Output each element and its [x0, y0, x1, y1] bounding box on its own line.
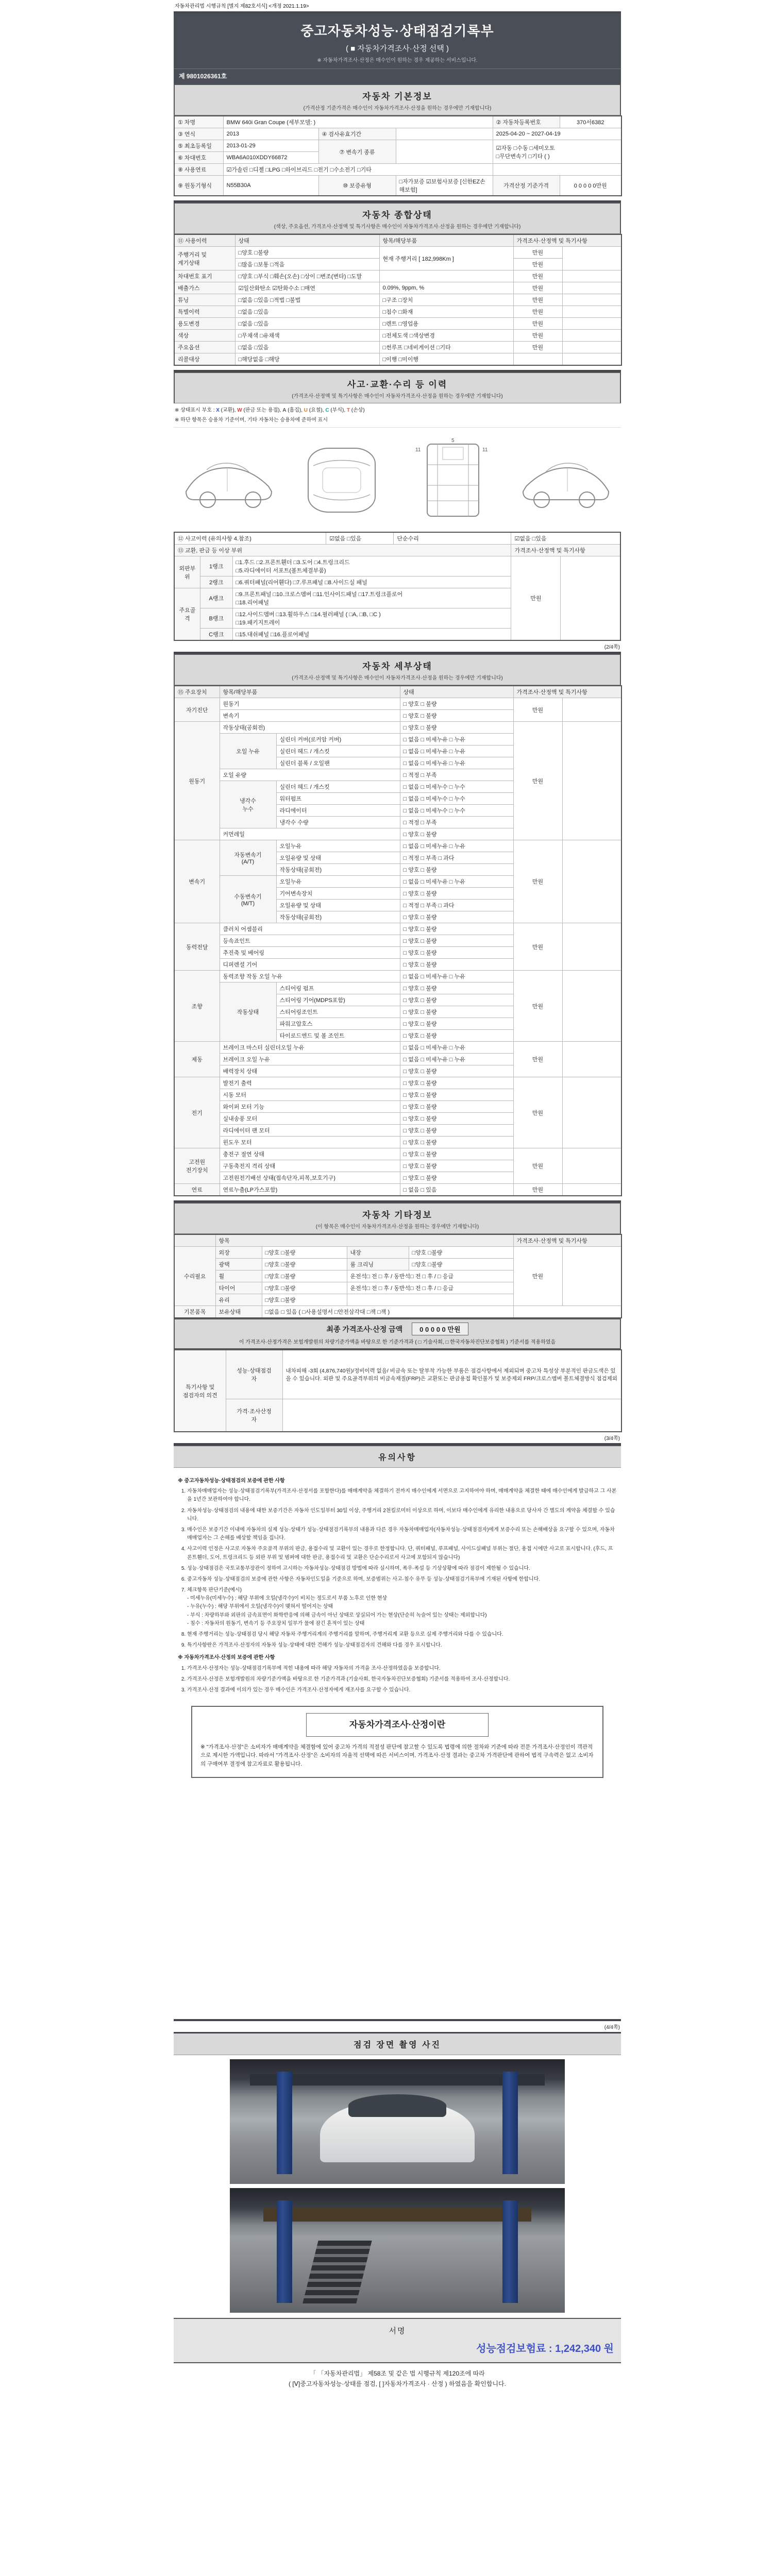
page-marker: (2/4쪽) [604, 645, 620, 650]
rank-label: B랭크 [200, 608, 232, 629]
emission-values: 0.09%, 9ppm, % [379, 282, 513, 294]
price-cell: 만원 [513, 342, 562, 353]
checkbox-group[interactable]: □ 없음 □ 미세누유 □ 누유 [400, 876, 513, 888]
col-item-part: 항목/해당부품 [220, 686, 400, 698]
checkbox-group[interactable]: □없음 □있음 [235, 306, 379, 318]
checkbox-group[interactable]: □양호 □불량 [409, 1247, 513, 1259]
checkbox-group[interactable]: □ 양호 □ 불량 [400, 1148, 513, 1160]
checkbox-group[interactable]: □ 양호 □ 불량 [400, 888, 513, 900]
checkbox-group[interactable]: □ 양호 □ 불량 [400, 982, 513, 994]
overall-state-title: 자동차 종합상태 [362, 210, 432, 220]
etc-info-subtitle: (이 항목은 매수인이 자동차가격조사·산정을 원하는 경우에만 기재합니다) [315, 1224, 479, 1230]
fuel-checkbox-group[interactable]: ☑가솔린 □디젤 □LPG □하이브리드 □전기 □수소전기 □기타 [223, 164, 493, 176]
outer-panel-label: 외판부위 [174, 556, 200, 588]
inspector-opinion-text: 내차피해 -3회 (4,876,740원)/정비이력 없음/ 비금속 또는 탈부착 가능한 부품은 점검사항에서 제외되며 중고차 특성상 부분적인 판금도색은 있을 수 있습니다. 외판 및 주요골격부위의 비금속재질(FRP)은 교환또는 판금용접 확인불가 및 보증제외 FRP/크로스멤버 볼트체결방식 점검제외 [282, 1350, 621, 1399]
price-cell: 만원 [513, 1184, 562, 1196]
checkbox-group[interactable]: □양호 □불량 [262, 1282, 347, 1294]
page-marker: (4/4쪽) [604, 2025, 620, 2030]
inspect-label: ④ 검사유효기간 [318, 128, 396, 140]
signature-band [174, 2318, 621, 2363]
symbol-u: U [304, 408, 308, 413]
checkbox-group[interactable]: □ 양호 □ 불량 [400, 1018, 513, 1030]
final-price-band [174, 1318, 621, 1349]
rankB-checkbox-group[interactable]: □12.사이드멤버 □13.휠하우스 □14.필러패널 ( □A, □B, □C ) □19.패키지트레이 [232, 608, 511, 629]
wheel-position-checkbox-group[interactable]: 운전석□ 전 □ 후 / 동반석□ 전 □ 후 / □ 응급 [347, 1270, 513, 1282]
document-number: 제 9801026361호 [174, 69, 621, 84]
accident-history-label: ⑫ 사고이력 (유의사항 4.참조) [174, 532, 326, 545]
appraiser-opinion-text [282, 1399, 621, 1432]
opinion-label: 특기사항 및 점검자의 의견 [174, 1350, 226, 1432]
price-cell: 만원 [513, 1042, 562, 1077]
checkbox-group[interactable]: □ 없음 □ 있음 [400, 1184, 513, 1196]
svg-text:11: 11 [482, 447, 488, 453]
transmission-checkbox-group[interactable]: ☑자동 □수동 □세미오토 □무단변속기 □기타 ( ) [493, 140, 621, 164]
reg-no-value: 370서6382 [560, 116, 621, 128]
engine-type-label: ⑨ 원동기형식 [174, 176, 223, 196]
svg-text:11: 11 [415, 447, 421, 453]
symbol-x: X [216, 408, 220, 413]
mileage-amount-checkbox-group[interactable]: □많음 □보통 □적음 [235, 259, 379, 270]
notice-item: 1. 자동차매매업자는 성능·상태점검기록부(가격조사·산정서를 포함한다)를 매매계약을 체결하기 전까지 매수인에게 서면으로 고지하여야 하며, 매매계약을 체결한 때에 매수인에게 발급하고 그 사본을 1년간 보관하여야 합니다. [187, 1487, 617, 1504]
checkbox-group[interactable]: □ 적정 □ 부족 □ 과다 [400, 900, 513, 911]
overall-state-header [174, 202, 621, 234]
basic-items-label: 기본품목 [174, 1306, 215, 1318]
checkbox-group[interactable]: □무채색 □유채색 [235, 330, 379, 342]
checkbox-group[interactable]: □ 양호 □ 불량 [400, 722, 513, 734]
checkbox-group[interactable]: □ 없음 □ 미세누유 □ 누유 [400, 1042, 513, 1054]
accident-history-title: 사고·교환·수리 등 이력 [347, 380, 448, 389]
checkbox-group[interactable]: □렌트 □영업용 [379, 318, 513, 330]
checkbox-group[interactable]: □ 양호 □ 불량 [400, 1077, 513, 1089]
price-cell: 만원 [513, 923, 562, 971]
rank1-checkbox-group[interactable]: □1.후드 □2.프론트휀더 □3.도어 □4.트렁크리드 □5.라디에이터 서포트(볼트체결부품) [232, 556, 511, 577]
detail-state-header [174, 654, 621, 685]
rankA-checkbox-group[interactable]: □9.프론트패널 □10.크로스멤버 □11.인사이드패널 □17.트렁크플로어 □18.리어패널 [232, 588, 511, 608]
row-label: 주요옵션 [174, 342, 235, 353]
price-cell: 만원 [511, 556, 561, 641]
symbol-w: W [237, 408, 242, 413]
checkbox-group[interactable]: □양호 □부식 □훼손(오손) □상이 □변조(변타) □도말 [235, 270, 379, 282]
rank-label: A랭크 [200, 588, 232, 608]
car-top-view-diagram [293, 434, 391, 527]
basic-info-subtitle: (가격산정 기준가격은 매수인이 자동차가격조사·산정을 원하는 경우에만 기재합니다) [303, 106, 492, 111]
footer-line1: 「 「자동차관리법」 제58조 및 같은 법 시행규칙 제120조에 따라 [310, 2370, 485, 2377]
repair-needed-label: 수리필요 [174, 1247, 215, 1306]
group-label: 조향 [174, 971, 220, 1042]
price-cell: 만원 [513, 282, 562, 294]
base-price-label: 가격산정 기준가격 [493, 176, 560, 196]
exchange-panel-label: ⑬ 교환, 판금 등 이상 부위 [174, 545, 511, 556]
price-cell: 만원 [513, 971, 562, 1042]
checkbox-group[interactable]: □침수 □화재 [379, 306, 513, 318]
group-label: 자기진단 [174, 698, 220, 722]
rank-label: 1랭크 [200, 556, 232, 577]
price-cell: 만원 [513, 294, 562, 306]
price-note-header: 가격조사·산정액 및 특기사항 [511, 545, 620, 556]
accident-history-subtitle: (가격조사·산정액 및 특기사항은 매수인이 자동차가격조사·산정을 원하는 경우에만 기재합니다) [292, 394, 503, 399]
price-cell: 만원 [513, 1077, 562, 1148]
checkbox-group[interactable]: □ 양호 □ 불량 [400, 1160, 513, 1172]
final-price-label: 최종 가격조사·산정 금액 [326, 1325, 403, 1333]
checkbox-group[interactable]: □ 적정 □ 부족 □ 과다 [400, 852, 513, 864]
price-cell: 만원 [513, 318, 562, 330]
lift-post-right [502, 2072, 518, 2174]
basic-items-checkbox-group[interactable]: □없음 □ 있음 ( □사용설명서 □안전삼각대 □잭 □잭 ) [262, 1306, 513, 1318]
col-item-part: 항목/해당부품 [379, 234, 513, 247]
inspect-value: 2025-04-20 ~ 2027-04-19 [493, 128, 621, 140]
row-label: 튜닝 [174, 294, 235, 306]
col-price-note: 가격조사·산정액 및 특기사항 [513, 686, 621, 698]
notice-item: 4. 사고이력 인정은 사고로 자동차 주요골격 부위의 판금, 용접수리 및 교환이 있는 경우로 한정합니다. 단, 쿼터패널, 루프패널, 사이드실패널 부위는 절단, 용접 시에만 사고로 표시합니다. (후드, 프론트휀더, 도어, 트렁크리드 등 외판 부위 및 범퍼에 대한 판금, 용접수리 및 교환은 단순수리로서 사고에 포함되지 않습니다) [187, 1545, 617, 1562]
inspector-opinion-table [174, 1349, 622, 1432]
rank-label: 2랭크 [200, 577, 232, 588]
price-cell: 만원 [513, 840, 562, 923]
hold-state-label: 보유상태 [215, 1306, 262, 1318]
checkbox-group[interactable]: □ 양호 □ 불량 [400, 864, 513, 876]
price-cell: 만원 [513, 247, 562, 259]
checkbox-group[interactable]: □ 양호 □ 불량 [400, 828, 513, 840]
row-label: 특별이력 [174, 306, 235, 318]
accident-history-table [174, 532, 621, 641]
page-title: 중고자동차성능·상태점검기록부 [300, 23, 494, 39]
row-label: 차대번호 표기 [174, 270, 235, 282]
checkbox-group[interactable]: □양호 □불량 [262, 1294, 347, 1306]
notice-header: 유의사항 [174, 1445, 621, 1468]
checkbox-group[interactable]: □양호 □불량 [409, 1259, 513, 1270]
detail-state-subtitle: (가격조사·산정액 및 특기사항은 매수인이 자동차가격조사·산정을 원하는 경우에만 기재합니다) [292, 675, 503, 681]
checkbox-group[interactable]: □ 양호 □ 불량 [400, 947, 513, 959]
checkbox-group[interactable]: □ 없음 □ 미세누유 □ 누유 [400, 745, 513, 757]
checkbox-group[interactable]: □ 양호 □ 불량 [400, 1089, 513, 1101]
etc-info-table: 항목 가격조사·산정액 및 특기사항 수리필요 외장 □양호 □불량 내장 □양호 □불량 만원 광택 □양호 □불량 룸 크리닝 □양호 □불량 휠 □양호 □불량 운전석□ 전 □ 후 / 동반석□ 전 □ 후 / □ 응급 타이어 □양호 □불량 운전석□ 전 □ 후 / 동반석□ 전 □ 후 / □ 응급 유리 □양호 □불량 기본품목 보유상태 □없음 □ 있음 ( □사용설명서 □안전삼각대 □잭 □잭 ) [174, 1234, 622, 1318]
basic-info-table [174, 115, 622, 196]
mileage-label: 주행거리 및 계기상태 [174, 247, 235, 270]
price-cell: 만원 [513, 330, 562, 342]
warranty-checkbox-group[interactable]: □자가보증 ☑보험사보증 [신한EZ손해보험] [396, 176, 493, 196]
year-value: 2013 [223, 128, 318, 140]
checkbox-group[interactable]: □양호 □불량 [262, 1270, 347, 1282]
row-label: 배출가스 [174, 282, 235, 294]
etc-info-header [174, 1202, 621, 1234]
row-label: 용도변경 [174, 318, 235, 330]
checkbox-group[interactable]: □ 적정 □ 부족 [400, 817, 513, 828]
price-survey-definition-title: 자동차가격조사·산정이란 [306, 1713, 488, 1737]
notice-body [174, 1468, 621, 2019]
overall-state-table [174, 234, 622, 366]
checkbox-group[interactable]: □ 없음 □ 미세누수 □ 누수 [400, 781, 513, 793]
checkbox-group[interactable]: □ 없음 □ 미세누유 □ 누유 [400, 757, 513, 769]
symbol-a: A [282, 408, 287, 413]
notice-item: 3. 매수인은 보증기간 이내에 자동차의 실제 성능·상태가 성능·상태점검기록부의 내용과 다른 경우 자동차매매업자(자동차성능·상태점검자)에게 보증수리 또는 손해배상을 요구할 수 있으며, 자동차매매업자는 그 손해를 배상할 책임을 집니다. [187, 1526, 617, 1543]
checkbox-group[interactable]: □없음 □있음 [235, 318, 379, 330]
lift-post-right [502, 2200, 518, 2302]
subgroup-label: 오일 누유 [220, 734, 276, 769]
form-regulation-note: 자동차관리법 시행규칙 [별지 제82호서식] <개정 2021.1.19> [175, 4, 309, 9]
warranty-label: ⑩ 보증유형 [318, 176, 396, 196]
notice-item: 8. 현재 주행거리는 성능·상태점검 당시 해당 자동차 주행거리계의 주행거리를 말하며, 주행거리계 교환 등으로 실제 주행거리와 다를 수 있습니다. [187, 1631, 617, 1639]
lift-crossbeam [263, 2208, 531, 2222]
checkbox-group[interactable]: □ 양호 □ 불량 [400, 1006, 513, 1018]
final-price-note: 이 가격조사·산정가격은 보험개발원의 차량기준가액을 바탕으로 한 기준가격과 ( □ 기술사회, □ 한국자동차진단보증협회 ) 기준서를 적용하였음 [239, 1340, 556, 1345]
checkbox-group[interactable]: □ 양호 □ 불량 [400, 1172, 513, 1184]
inspection-photos-header: 점검 장면 촬영 사진 [174, 2032, 621, 2055]
confirmation-footer [174, 2363, 621, 2394]
checkbox-group[interactable]: □ 없음 □ 미세누수 □ 누수 [400, 793, 513, 805]
svg-text:5: 5 [451, 438, 455, 444]
notice-item: 6. 중고자동차 성능·상태점검의 보증에 관한 사항은 자동차인도일을 기준으로 하며, 보증범위는 사고·침수 유무 등 성능·상태점검기록부에 기재된 사항에 한합니다. [187, 1575, 617, 1584]
accident-history-header [174, 372, 621, 403]
group-label: 동력전달 [174, 923, 220, 971]
checkbox-group[interactable]: □썬루프 □네비게이션 □기타 [379, 342, 513, 353]
checkbox-group[interactable]: □ 없음 □ 미세누유 □ 누유 [400, 840, 513, 852]
lift-post-left [277, 2200, 292, 2302]
col-main-device: ⑮ 주요장치 [174, 686, 220, 698]
page-marker: (3/4쪽) [604, 1436, 620, 1442]
checkbox-group[interactable]: □ 양호 □ 불량 [400, 1113, 513, 1125]
symbol-t: T [346, 408, 350, 413]
accident-history-checkbox-group[interactable]: ☑없음 □있음 [326, 532, 394, 545]
car-underbody-diagram [404, 434, 502, 527]
car-side-view-left-diagram [176, 434, 279, 527]
footer-line2: ( [Ⅴ]중고자동차성능·상태를 점검, [ ]자동차가격조사 · 산정 ) 하였음을 확인합니다. [289, 2380, 506, 2388]
price-cell: 만원 [513, 1247, 562, 1306]
checkbox-group[interactable]: □구조 □장치 [379, 294, 513, 306]
row-label: 색상 [174, 330, 235, 342]
col-use-history: ⑪ 사용이력 [174, 234, 235, 247]
checkbox-group[interactable]: □없음 □있음 [235, 342, 379, 353]
notice-price-item: 1. 가격조사·산정자는 성능·상태점검기록부에 적힌 내용에 따라 해당 자동차의 가격을 조사·산정하였음을 보증합니다. [187, 1665, 617, 1673]
group-label: 연료 [174, 1184, 220, 1196]
inspection-photo-front [230, 2059, 565, 2184]
subgroup-label: 자동변속기 (A/T) [220, 840, 276, 876]
inspection-record-page [174, 0, 621, 2394]
notice-item: 5. 성능·상태점검은 국토교통부장관이 정하여 고시하는 자동차성능·상태점검 방법에 따라 실시하며, 폭우·폭설 등 기상상황에 따라 점검이 제한될 수 있습니다. [187, 1565, 617, 1573]
first-reg-value: 2013-01-29 [223, 140, 318, 152]
price-cell: 만원 [513, 259, 562, 270]
passenger-car-note: ※ 하단 항목은 승용차 기준이며, 기타 자동차는 승용차에 준하여 표시 [175, 417, 328, 423]
checkbox-group[interactable]: □ 양호 □ 불량 [400, 935, 513, 947]
checkbox-group[interactable]: □ 양호 □ 불량 [400, 1125, 513, 1137]
checkbox-group[interactable]: □ 양호 □ 불량 [400, 994, 513, 1006]
rank-label: C랭크 [200, 629, 232, 641]
col-price-note: 가격조사·산정액 및 특기사항 [513, 1234, 621, 1247]
car-name-label: ① 차명 [174, 116, 223, 128]
rankC-checkbox-group[interactable]: □15.대쉬패널 □16.플로어패널 [232, 629, 511, 641]
price-survey-definition-text: ※ "가격조사·산정"은 소비자가 매매계약을 체결함에 있어 중고차 가격의 적절성 판단에 참고할 수 있도록 법령에 의한 절차와 기준에 따라 전문 가격조사·산정인이 객관적으로 제시한 가액입니다. 따라서 "가격조사·산정"은 소비자의 자율적 선택에 따른 서비스이며, 가격조사·산정 결과는 중고차 가격판단에 관하여 법적 구속력은 없고 소비자의 구매여부 결정에 참고자료로 활용됩니다. [200, 1743, 594, 1768]
price-survey-select: ( ■ 자동차가격조사·산정 선택 ) [345, 44, 449, 53]
checkbox-group[interactable]: □양호 □불량 [262, 1247, 347, 1259]
detail-state-table: ⑮ 주요장치 항목/해당부품 상태 가격조사·산정액 및 특기사항 자기진단 원동기 □ 양호 □ 불량 만원 변속기 □ 양호 □ 불량 원동기 작동상태(공회전) □ 양호 □ 불량 만원 오일 누유 실린더 커버(로커암 커버) □ 없음 □ 미세누유 □ 누유 실린더 헤드 / 개스킷 □ 없음 □ 미세누유 □ 누유 실린더 블록 / 오일팬 □ 없음 □ 미세누유 □ 누유 오일 유량 □ 적정 □ 부족 냉각수 누수 실린더 헤드 / 개스킷 □ 없음 □ 미세누수 □ 누수 워터펌프 □ 없음 □ 미세누수 □ 누수 라디에이터 □ 없음 □ 미세누수 □ 누수 냉각수 수량 □ 적정 □ 부족 커먼레일 □ 양호 □ 불량 변속기 자동변속기 (A/T) 오일누유 □ 없음 □ 미세누유 □ 누유 만원 오일유량 및 상태 □ 적정 □ 부족 □ 과다 작동상태(공회전) □ 양호 □ 불량 수동변속기 (M/T) 오일누유 □ 없음 □ 미세누유 □ 누유 기어변속장치 □ 양호 □ 불량 오일유량 및 상태 □ 적정 □ 부족 □ 과다 작동상태(공회전) □ 양호 □ 불량 동력전달 클러치 어셈블리 □ 양호 □ 불량 만원 등속죠인트 □ 양호 □ 불량 추진축 및 베어링 □ 양호 □ 불량 디퍼렌셜 기어 □ 양호 □ 불량 조향 동력조향 작동 오일 누유 □ 없음 □ 미세누유 □ 누유 만원 작동상태 스티어링 펌프 □ 양호 □ 불량 스티어링 기어(MDPS포함) □ 양호 □ 불량 스티어링조인트 □ 양호 □ 불량 파워고압호스 □ 양호 □ 불량 타이로드엔드 및 볼 조인트 □ 양호 □ 불량 제동 브레이크 마스터 실린더오일 누유 □ 없음 □ 미세누유 □ 누유 만원 브레이크 오일 누유 □ 없음 □ 미세누유 □ 누유 배력장치 상태 □ 양호 □ 불량 전기 발전기 출력 □ 양호 □ 불량 만원 시동 모터 □ 양호 □ 불량 와이퍼 모터 기능 □ 양호 □ 불량 실내송풍 모터 □ 양호 □ 불량 라디에이터 팬 모터 □ 양호 □ 불량 윈도우 모터 □ 양호 □ 불량 고전원 전기장치 충전구 절연 상태 □ 양호 □ 불량 만원 구동축전지 격리 상태 □ 양호 □ 불량 고전원전기배선 상태(접속단자,피복,보호기구) □ 양호 □ 불량 연료 연료누출(LP가스포함) □ 없음 □ 있음 만원 [174, 685, 622, 1196]
etc-info-title: 자동차 기타정보 [362, 1210, 432, 1220]
price-cell: 만원 [513, 306, 562, 318]
appraiser-label: 가격·조사산정 자 [226, 1399, 282, 1432]
checkbox-group[interactable]: □ 양호 □ 불량 [400, 698, 513, 710]
vin-value: WBA6A010XDDY66872 [223, 152, 318, 164]
subgroup-label: 냉각수 누수 [220, 781, 276, 828]
notice-price-item: 2. 가격조사·산정은 보험개발원의 차량기준가액을 바탕으로 한 기준가격과 (기술사회, 한국자동차진단보증협회) 기준서를 적용하여 조사·산정합니다. [187, 1675, 617, 1684]
basic-info-header [174, 84, 621, 115]
col-state: 상태 [400, 686, 513, 698]
checkbox-group[interactable]: □ 양호 □ 불량 [400, 923, 513, 935]
engine-type-value: N55B30A [223, 176, 318, 196]
price-cell: 만원 [513, 698, 562, 722]
checkbox-group[interactable]: □ 양호 □ 불량 [400, 911, 513, 923]
row-label: 리콜대상 [174, 353, 235, 366]
col-item: 항목 [215, 1234, 513, 1247]
car-name-value: BMW 640i Gran Coupe (세부모델: ) [223, 116, 493, 128]
checkbox-group[interactable]: □ 양호 □ 불량 [400, 1137, 513, 1148]
price-cell: 만원 [513, 270, 562, 282]
lift-post-left [277, 2072, 292, 2174]
price-survey-definition-box [191, 1706, 603, 1778]
notice-subheader-price: ※ 자동차가격조사·산정의 보증에 관한 사항 [178, 1655, 275, 1661]
checkbox-group[interactable]: □이행 □미이행 [379, 353, 513, 366]
group-label: 고전원 전기장치 [174, 1148, 220, 1184]
current-mileage-value: 현재 주행거리 [ 182,998Km ] [379, 247, 513, 270]
checkbox-group[interactable]: □ 없음 □ 미세누수 □ 누수 [400, 805, 513, 817]
tire-position-checkbox-group[interactable]: 운전석□ 전 □ 후 / 동반석□ 전 □ 후 / □ 응급 [347, 1282, 513, 1294]
final-price-value: 0 0 0 0 0 만원 [412, 1323, 468, 1335]
car-side-view-right-diagram [516, 434, 619, 527]
simple-repair-label: 단순수리 [394, 532, 511, 545]
checkbox-group[interactable]: □양호 □불량 [262, 1259, 347, 1270]
subgroup-label: 수동변속기 (M/T) [220, 876, 276, 923]
first-reg-label: ⑤ 최초등록일 [174, 140, 223, 152]
col-state: 상태 [235, 234, 379, 247]
notice-subheader-performance: ※ 중고자동차성능·상태점검의 보증에 관한 사항 [178, 1478, 285, 1484]
simple-repair-checkbox-group[interactable]: ☑없음 □있음 [511, 532, 620, 545]
subgroup-label: 작동상태 [220, 982, 276, 1042]
group-label: 제동 [174, 1042, 220, 1077]
service-note: ※ 자동차가격조사·산정은 매수인이 원하는 경우 제공하는 서비스입니다. [317, 58, 478, 63]
checkbox-group[interactable]: □ 양호 □ 불량 [400, 1030, 513, 1042]
group-label: 원동기 [174, 722, 220, 840]
main-frame-label: 주요골격 [174, 588, 200, 641]
state-symbol-legend: ※ 상태표시 부호 : X (교환), W (판금 또는 용접), A (흠집), U (요철), C (부식), T (손상) [175, 408, 365, 413]
price-cell [513, 353, 562, 366]
garage-beam [250, 2074, 545, 2086]
transmission-label: ⑦ 변속기 종류 [318, 140, 396, 164]
fuel-label: ⑧ 사용연료 [174, 164, 223, 176]
checkbox-group[interactable]: □ 없음 □ 미세누유 □ 누유 [400, 971, 513, 982]
basic-info-title: 자동차 기본정보 [362, 92, 432, 101]
price-cell: 만원 [513, 1148, 562, 1184]
title-band [174, 13, 621, 69]
inspector-label: 성능·상태점검 자 [226, 1350, 282, 1399]
checkbox-group[interactable]: □없음 □있음 □적법 □불법 [235, 294, 379, 306]
checkbox-group[interactable]: □ 없음 □ 미세누유 □ 누유 [400, 734, 513, 745]
checkbox-group[interactable]: □ 양호 □ 불량 [400, 1065, 513, 1077]
checkbox-group[interactable]: □ 적정 □ 부족 [400, 769, 513, 781]
col-price-note: 가격조사·산정액 및 특기사항 [513, 234, 621, 247]
checkbox-group[interactable]: ☑일산화탄소 ☑탄화수소 □매연 [235, 282, 379, 294]
detail-state-title: 자동차 세부상태 [362, 662, 432, 671]
group-label: 변속기 [174, 840, 220, 923]
inspection-photo-under [230, 2188, 565, 2313]
base-price-value: 0 0 0 0 0만원 [560, 176, 621, 196]
checkbox-group[interactable]: □전체도색 □색상변경 [379, 330, 513, 342]
performance-insurance-fee: 성능점검보험료 : 1,242,340 원 [476, 2343, 614, 2354]
car-damage-diagrams [174, 427, 621, 532]
checkbox-group[interactable]: □ 양호 □ 불량 [400, 1101, 513, 1113]
checkbox-group[interactable]: □ 없음 □ 미세누유 □ 누유 [400, 1054, 513, 1065]
notice-item: 7. 체크항목 판단기준(예시) - 미세누유(미세누수) : 해당 부위에 오일(냉각수)이 비치는 정도로서 부품 노후로 인한 현상 - 누유(누수) : 해당 부위에서 오일(냉각수)이 맺혀서 떨어지는 상태 - 부식 : 차량하부와 외판의 금속표면이 화학반응에 의해 금속이 아닌 상태로 상실되어 가는 현상(단순히 녹슬어 있는 상태는 제외합니다) - 침수 : 자동차의 원동기, 변속기 등 주요장치 일부가 물에 잠긴 흔적이 있는 상태 [187, 1586, 617, 1628]
reg-no-label: ② 자동차등록번호 [493, 116, 560, 128]
year-label: ③ 연식 [174, 128, 223, 140]
signature-label: 서명 [389, 2327, 406, 2335]
notice-item: 2. 자동차성능·상태점검의 내용에 대한 보증기간은 자동차 인도일부터 30일 이상, 주행거리 2천킬로미터 이상으로 하며, 이보다 매수인에게 유리한 내용으로 당사자 간 별도의 계약을 체결할 수 있습니다. [187, 1507, 617, 1523]
notice-item: 9. 특기사항란은 가격조사·산정자의 자동차 성능·상태에 대한 견해가 성능·상태점검자의 견해와 다를 경우 표시합니다. [187, 1641, 617, 1650]
group-label: 전기 [174, 1077, 220, 1148]
checkbox-group[interactable]: □ 양호 □ 불량 [400, 710, 513, 722]
rank2-checkbox-group[interactable]: □6.쿼터패널(리어휀다) □7.루프패널 □8.사이드실 패널 [232, 577, 511, 588]
price-cell: 만원 [513, 722, 562, 840]
car-windshield [348, 2094, 446, 2117]
checkbox-group[interactable]: □ 양호 □ 불량 [400, 959, 513, 971]
symbol-c: C [325, 408, 329, 413]
notice-price-item: 3. 가격조사·산정 결과에 이의가 있는 경우 매수인은 가격조사·산정자에게 재조사를 요구할 수 있습니다. [187, 1686, 617, 1694]
odometer-state-checkbox-group[interactable]: □양호 □불량 [235, 247, 379, 259]
checkbox-group[interactable]: □해당없음 □해당 [235, 353, 379, 366]
overall-state-subtitle: (색상, 주요옵션, 가격조사·산정액 및 특기사항은 매수인이 자동차가격조사·산정을 원하는 경우에만 기재합니다) [274, 224, 521, 230]
vin-label: ⑥ 차대번호 [174, 152, 223, 164]
